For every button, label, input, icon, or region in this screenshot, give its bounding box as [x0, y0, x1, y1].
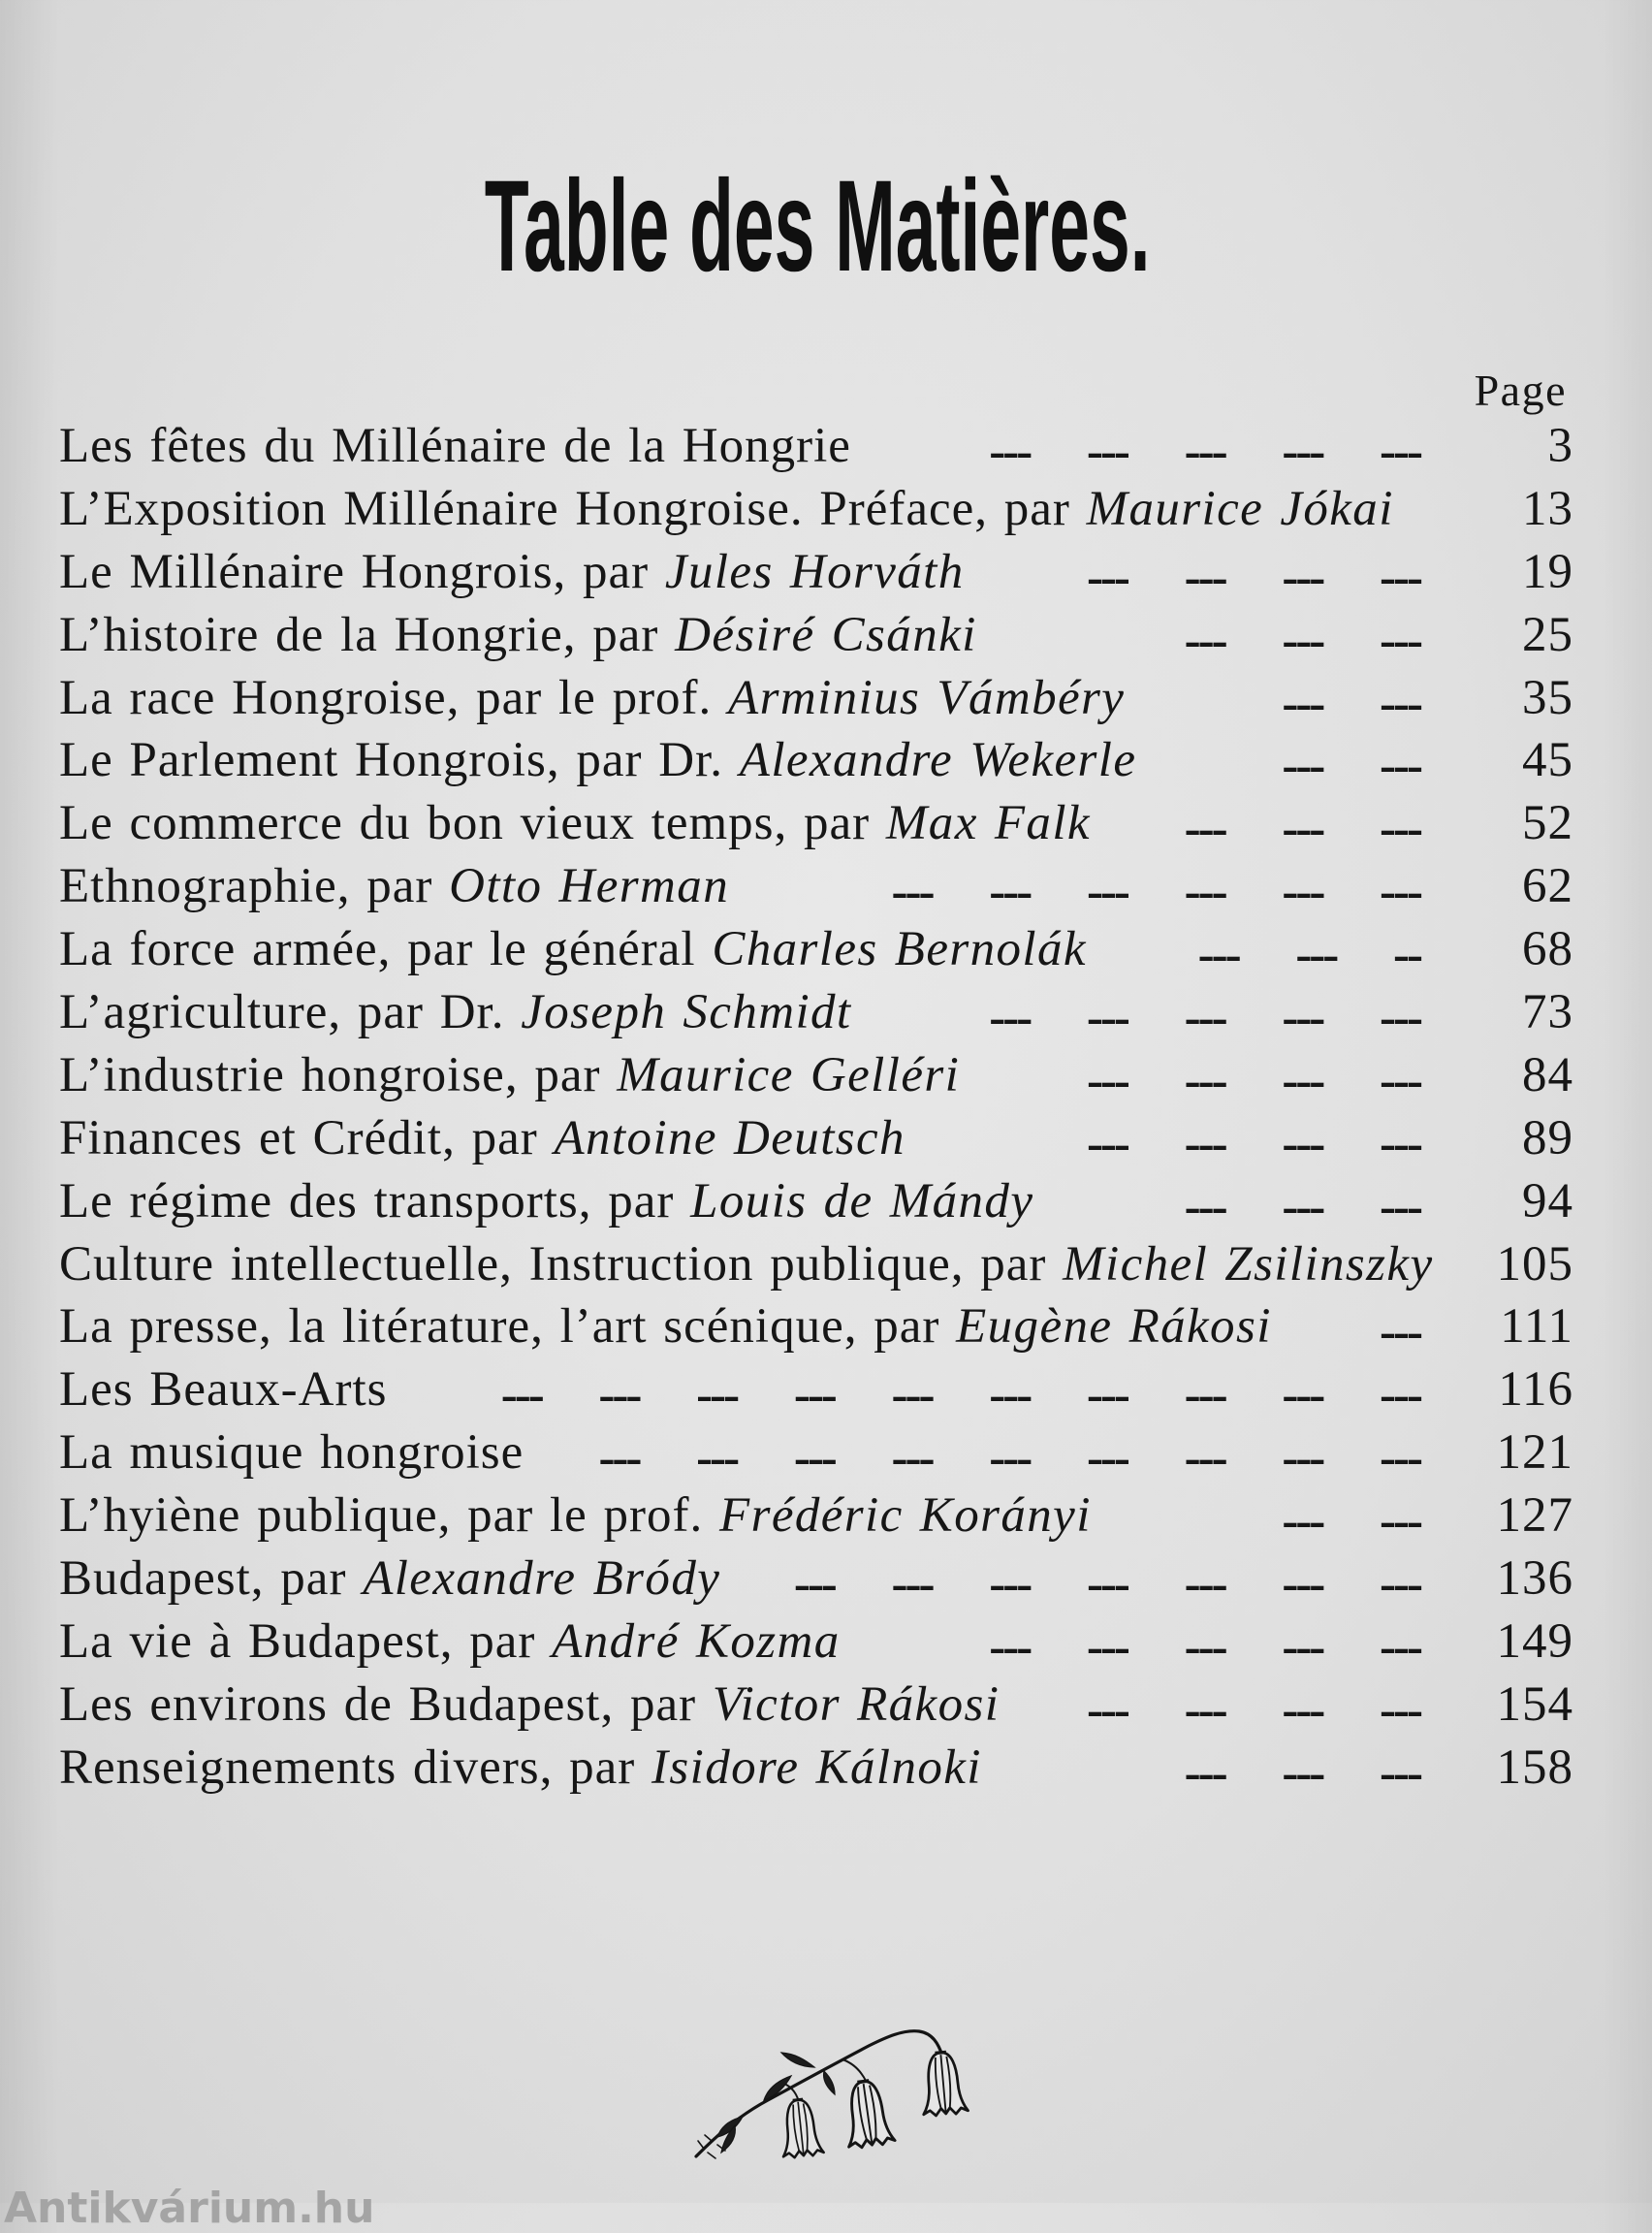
entry-author: Joseph Schmidt [521, 985, 852, 1040]
toc-entry [59, 478, 1573, 541]
entry-page-number: 13 [1522, 481, 1573, 536]
entry-page-number: 158 [1496, 1739, 1573, 1795]
entry-page-number: 105 [1496, 1236, 1573, 1292]
entry-author: Eugène Rákosi [956, 1299, 1272, 1355]
entry-title: L’hyiène publique, par le prof. [59, 1488, 720, 1544]
dot-leader: --- --- --- [1184, 613, 1420, 668]
dot-leader: --- --- --- --- [1086, 1116, 1420, 1171]
toc-entry [59, 1358, 1573, 1421]
entry-text [59, 918, 1087, 981]
dot-leader [1434, 1239, 1468, 1302]
toc-entry [59, 1295, 1573, 1358]
entry-text [59, 792, 1091, 855]
entry-text [59, 1107, 905, 1170]
toc-entry [59, 1484, 1573, 1547]
entry-author: Michel Zsilinszky [1063, 1236, 1434, 1292]
entry-text [59, 1044, 960, 1107]
entry-title: L’Exposition Millénaire Hongroise. Préface, par [59, 481, 1087, 536]
entry-text [59, 541, 965, 604]
toc-entry [59, 1547, 1573, 1611]
dot-leader: --- --- --- --- --- --- --- --- --- [598, 1431, 1420, 1486]
bell-flower-middle [841, 2078, 896, 2149]
table-of-contents [59, 415, 1573, 1800]
dot-leader: --- --- --- --- [1086, 550, 1420, 605]
entry-title: L’agriculture, par Dr. [59, 985, 522, 1040]
entry-page-number: 149 [1496, 1613, 1573, 1669]
toc-entry [59, 855, 1573, 918]
entry-title: La presse, la litérature, l’art scénique, par [59, 1299, 957, 1355]
watermark: Antikvárium.hu [4, 2184, 375, 2233]
entry-page-number: 68 [1522, 922, 1573, 977]
entry-title: La force armée, par le général [59, 922, 713, 977]
dot-leader: --- --- -- [1197, 928, 1420, 983]
toc-entry [59, 1107, 1573, 1170]
entry-text [59, 415, 851, 478]
entry-title: Le Millénaire Hongrois, par [59, 544, 665, 599]
entry-text [59, 1484, 1092, 1547]
dot-leader: --- --- [1282, 676, 1420, 731]
dot-leader: --- --- --- --- --- --- [891, 865, 1420, 920]
page-title: Table des Matières. [484, 154, 1151, 299]
entry-author: Désiré Csánki [675, 607, 977, 662]
toc-entry [59, 667, 1573, 730]
toc-entry [59, 729, 1573, 792]
bell-flower-left [778, 2098, 824, 2159]
entry-title: La vie à Budapest, par [59, 1613, 553, 1669]
entry-title: Les environs de Budapest, par [59, 1676, 713, 1732]
toc-entry [59, 1421, 1573, 1484]
entry-text [59, 1358, 388, 1421]
dot-leader: --- --- --- --- --- [989, 1619, 1420, 1675]
entry-text [59, 1674, 1000, 1737]
entry-text [59, 1233, 1434, 1296]
toc-entry [59, 1170, 1573, 1233]
entry-text [59, 981, 852, 1044]
entry-page-number: 154 [1496, 1676, 1573, 1732]
entry-text [59, 1170, 1033, 1233]
dot-leader: --- --- --- --- [1086, 1682, 1420, 1738]
toc-entry [59, 792, 1573, 855]
entry-title: Finances et Crédit, par [59, 1110, 555, 1165]
entry-text [59, 667, 1125, 730]
entry-title: La musique hongroise [59, 1425, 524, 1481]
dot-leader: --- --- --- --- --- --- --- [793, 1557, 1420, 1612]
entry-title: Le régime des transports, par [59, 1173, 691, 1228]
entry-page-number: 94 [1522, 1173, 1573, 1228]
dot-leader: --- --- --- [1184, 1179, 1420, 1234]
page-column-header: Page [1474, 366, 1567, 415]
entry-page-number: 3 [1547, 419, 1573, 473]
entry-author: Alexandre Bródy [363, 1551, 721, 1607]
entry-text [59, 1421, 524, 1484]
toc-entry [59, 604, 1573, 667]
entry-author: Arminius Vámbéry [728, 670, 1126, 725]
dot-leader: --- --- [1282, 739, 1420, 794]
entry-title: Les fêtes du Millénaire de la Hongrie [59, 419, 851, 473]
entry-page-number: 84 [1522, 1047, 1573, 1102]
watermark-strip [0, 2184, 407, 2233]
dot-leader: --- --- --- --- --- [989, 991, 1420, 1046]
toc-entry [59, 1233, 1573, 1296]
toc-entry [59, 1674, 1573, 1737]
dot-leader: --- --- --- [1184, 802, 1420, 857]
entry-text [59, 478, 1394, 541]
entry-page-number: 111 [1500, 1299, 1573, 1355]
entry-title: Ethnographie, par [59, 859, 450, 914]
entry-page-number: 73 [1522, 985, 1573, 1040]
dot-leader: --- --- [1282, 1494, 1420, 1549]
entry-author: Max Falk [885, 796, 1091, 851]
entry-title: Le commerce du bon vieux temps, par [59, 796, 886, 851]
entry-author: Jules Horváth [664, 544, 965, 599]
toc-entry [59, 918, 1573, 981]
entry-page-number: 136 [1496, 1551, 1573, 1607]
dot-leader: --- --- --- --- [1086, 1053, 1420, 1108]
entry-author: Isidore Kálnoki [651, 1739, 982, 1795]
entry-text [59, 1547, 720, 1611]
entry-author: Otto Herman [449, 859, 730, 914]
title-block [0, 154, 1643, 299]
toc-entry [59, 981, 1573, 1044]
entry-text [59, 855, 729, 918]
entry-page-number: 116 [1498, 1362, 1573, 1418]
entry-page-number: 35 [1522, 670, 1573, 725]
bellflower-branch-icon [679, 2017, 989, 2172]
entry-author: Louis de Mándy [690, 1173, 1034, 1228]
entry-title: Renseignements divers, par [59, 1739, 652, 1795]
entry-page-number: 52 [1522, 796, 1573, 851]
entry-page-number: 127 [1496, 1488, 1573, 1544]
entry-page-number: 25 [1522, 607, 1573, 662]
entry-author: Alexandre Wekerle [739, 733, 1137, 788]
entry-page-number: 62 [1522, 859, 1573, 914]
entry-author: Victor Rákosi [712, 1676, 1001, 1732]
entry-text [59, 1295, 1272, 1358]
entry-text [59, 729, 1136, 792]
entry-title: La race Hongroise, par le prof. [59, 670, 729, 725]
dot-leader: --- --- --- --- --- [989, 425, 1420, 479]
toc-entry [59, 541, 1573, 604]
dot-leader [1394, 484, 1467, 547]
dot-leader: --- --- --- [1184, 1745, 1420, 1801]
dot-leader: --- --- --- --- --- --- --- --- --- --- [500, 1368, 1420, 1423]
toc-entry [59, 1044, 1573, 1107]
entry-page-number: 121 [1496, 1425, 1573, 1481]
entry-title: L’industrie hongroise, par [59, 1047, 618, 1102]
entry-title: Le Parlement Hongrois, par Dr. [59, 733, 740, 788]
entry-title: L’histoire de la Hongrie, par [59, 607, 676, 662]
entry-text [59, 604, 977, 667]
entry-text [59, 1611, 841, 1674]
dot-leader: --- [1380, 1305, 1420, 1360]
toc-entry [59, 1737, 1573, 1800]
entry-page-number: 45 [1522, 733, 1573, 788]
entry-author: Maurice Jókai [1086, 481, 1394, 536]
toc-entry [59, 1611, 1573, 1674]
entry-text [59, 1737, 982, 1800]
entry-title: Les Beaux-Arts [59, 1362, 388, 1418]
entry-title: Culture intellectuelle, Instruction publique, par [59, 1236, 1064, 1292]
entry-page-number: 19 [1522, 544, 1573, 599]
entry-author: Antoine Deutsch [554, 1110, 905, 1165]
entry-author: Charles Bernolák [712, 922, 1087, 977]
entry-page-number: 89 [1522, 1110, 1573, 1165]
entry-author: André Kozma [552, 1613, 841, 1669]
toc-entry [59, 415, 1573, 478]
bell-flower-right [918, 2051, 968, 2117]
entry-title: Budapest, par [59, 1551, 364, 1607]
entry-author: Frédéric Korányi [719, 1488, 1092, 1544]
entry-author: Maurice Gelléri [617, 1047, 961, 1102]
